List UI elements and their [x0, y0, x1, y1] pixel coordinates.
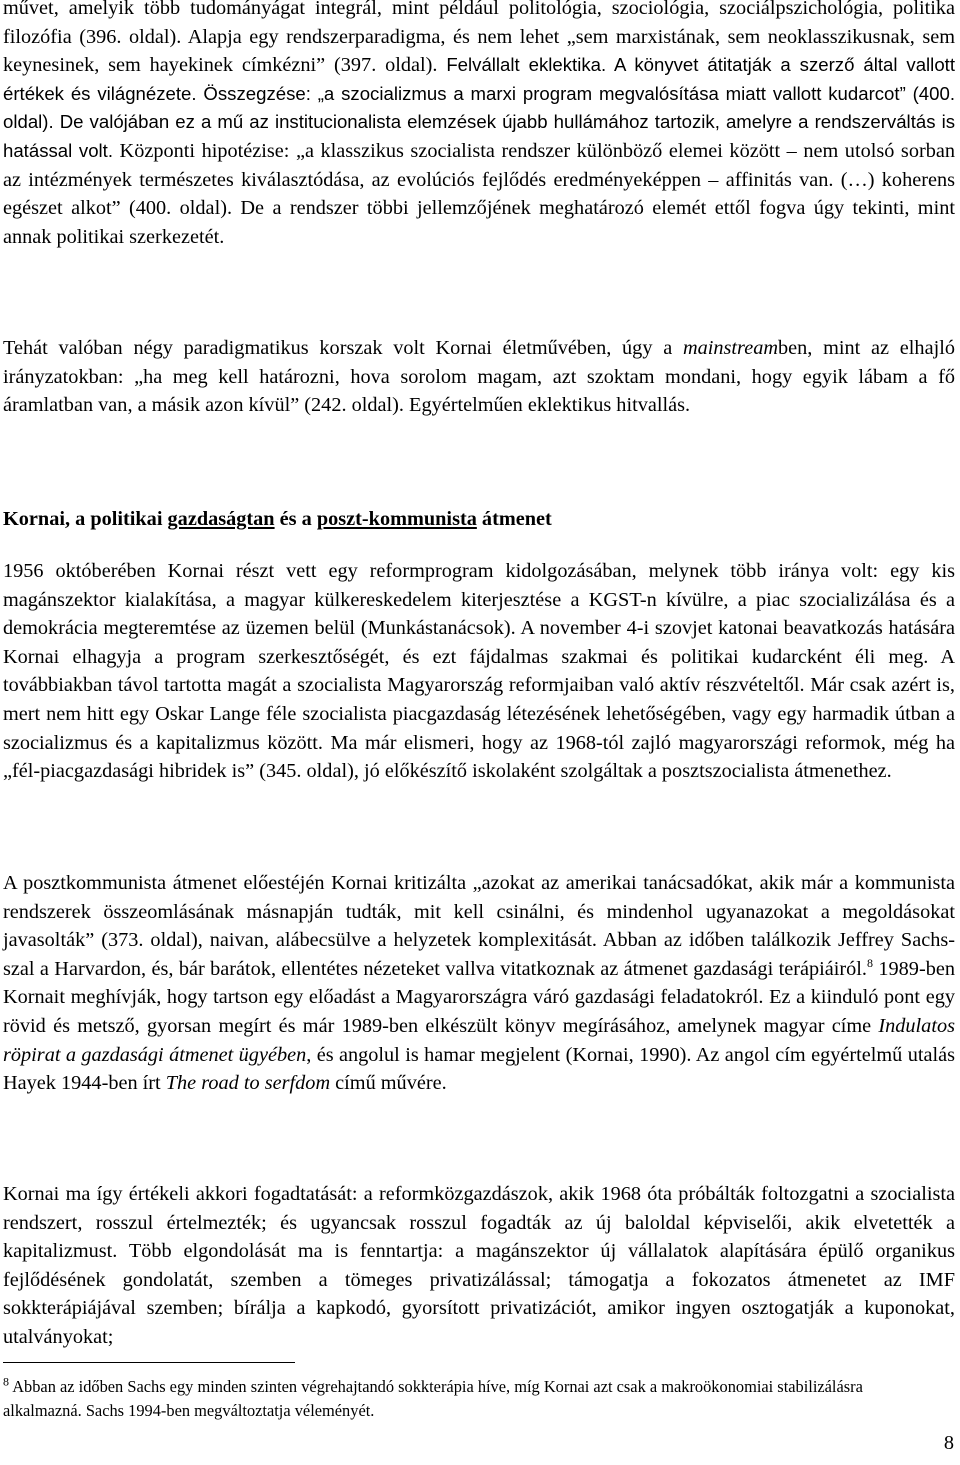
paragraph-1-part-2: Felvállalt eklektika. A könyvet átitatják a szerző által vallott értékek és világnézete. Összegzése: „a szocializmus a marxi program megvalósítása miatt vallott kudarcot” (400. oldal). De valójában ez a mű az institucionalista elemzések újabb hullámához tartozik, amelyre a rendszerváltás is hatással volt. [3, 54, 955, 161]
heading-part-1: Kornai, a politikai [3, 508, 168, 530]
footnote-ref-8[interactable]: 8 [867, 956, 873, 971]
paragraph-2-italic: mainstream [682, 337, 778, 359]
heading-part-3: és a [274, 508, 317, 530]
paragraph-2 [3, 334, 955, 420]
paragraph-1-part-1: művet, amelyik több tudományágat integrál, mint például politológia, szociológia, szociálpszichológia, politika filozófia (396. oldal). Alapja egy rendszerparadigma, és nem lehet „sem marxistának, sem neoklasszikusnak, sem keynesinek, sem hayekinek címkézni” (397. oldal). [3, 0, 955, 77]
paragraph-4 [3, 869, 955, 1098]
footnote-text: Abban az időben Sachs egy minden szinten végrehajtandó sokkterápia híve, míg Kornai azt csak a makroökonomiai stabilizálásra alkalmazná. Sachs 1994-ben megváltoztatja véleményét. [3, 1377, 863, 1420]
paragraph-2-part-2: ben, mint az elhajló irányzatokban: „ha meg kell határozni, hova sorolom magam, azt szoktam mondani, hogy egyik lábam a fő áramlatban van, a másik azon kívül” (242. oldal). Egyértelműen eklektikus hitvallás. [3, 337, 955, 417]
paragraph-1-part-3: Központi hipotézise: „a klasszikus szocialista rendszer különböző elemei között – nem utolsó sorban az intézmények természetes kiválasztódása, az evolúciós fejlődés eredményeképpen – affinitás van. (…) koherens egészet alkot” (400. oldal). De a rendszer többi jellemzőjének meghatározó elemét ettől fogva úgy tekinti, mint annak politikai szerkezetét. [3, 139, 955, 248]
heading-part-4: poszt-kommunista [316, 508, 477, 530]
paragraph-3: 1956 októberében Kornai részt vett egy reformprogram kidolgozásában, melynek több iránya volt: egy kis magánszektor kialakítása, a magyar külkereskedelem kiterjesztése a KGST-n kívülre, a piac szocializálása és a demokrácia megteremtése az üzemen belül (Munkástanácsok). A november 4-i szovjet katonai beavatkozás hatására Kornai elhagyja a program szerkesztőségét, és ezt fájdalmas szakmai és politikai kudarcként éli meg. A továbbiakban távol tartotta magát a szocialista Magyarország reformjaiban való aktív részvételtől. Már csak azért is, mert nem hitt egy Oskar Lange féle szocialista piacgazdaság létezésének lehetőségében, vagy egy harmadik útban a szocializmus és a kapitalizmus között. Ma már elismeri, hogy az 1968-tól zajló magyarországi reformok, még ha „fél-piacgazdasági hibridek is” (345. oldal), jó előkészítő iskolaként szolgáltak a posztszocialista átmenethez. [3, 560, 955, 783]
paragraph-4-part-2: 1989-ben Kornait meghívják, hogy tartson egy előadást a Magyarországra váró gazdasági feladatokról. Ez a kiinduló pont egy rövid és metsző, gyorsan megírt és már 1989-ben elkészült könyv megírásához, amelynek magyar címe [3, 957, 955, 1037]
paragraph-1 [3, 0, 955, 251]
footnote-divider [3, 1362, 295, 1363]
section-heading [3, 505, 552, 533]
paragraph-2-part-1: Tehát valóban négy paradigmatikus korszak volt Kornai életművében, úgy a [3, 337, 683, 359]
book-title-hayek: The road to serfdom [165, 1072, 331, 1095]
footnote [3, 1375, 943, 1423]
footnote-number: 8 [3, 1374, 9, 1389]
book-title-hungarian: Indulatos röpirat a gazdasági átmenet ügyében [3, 1014, 955, 1066]
paragraph-4-part-4: című művére. [330, 1072, 447, 1095]
page-number: 8 [943, 1432, 954, 1454]
paragraph-4-part-3: , és angolul is hamar megjelent (Kornai, 1990). Az angol cím egyértelmű utalás Hayek 1944-ben írt [3, 1043, 955, 1095]
paragraph-5: Kornai ma így értékeli akkori fogadtatását: a reformközgazdászok, akik 1968 óta próbálták foltozgatni a szocialista rendszert, rosszul értelmezték; és ugyancsak rosszul fogadták az új baloldal képviselői, akik elvetették a kapitalizmust. Több elgondolását ma is fenntartja: a magánszektor új vállalatok alapítására épülő organikus fejlődésének gondolatát, szemben a tömeges privatizálással; támogatja a fokozatos átmenetet az IMF sokkterápiájával szemben; bírálja a kapkodó, gyorsított privatizációt, amikor ingyen osztogatják a kuponokat, utalványokat; [3, 1183, 955, 1348]
paragraph-4-part-1: A posztkommunista átmenet előestéjén Kornai kritizálta „azokat az amerikai tanácsadókat, akik már a kommunista rendszerek összeomlásának másnapján tudták, mit kell csinálni, és mindenhol ugyanazokat a megoldásokat javasolták” (373. oldal), naivan, alábecsülve a helyzetek komplexitását. Abban az időben találkozik Jeffrey Sachs-szal a Harvardon, és, bár barátok, ellentétes nézeteket vallva vitatkoznak az átmenet gazdasági terápiáiról. [3, 872, 955, 980]
heading-part-2: gazdaságtan [167, 508, 275, 530]
heading-part-5: átmenet [476, 508, 552, 530]
